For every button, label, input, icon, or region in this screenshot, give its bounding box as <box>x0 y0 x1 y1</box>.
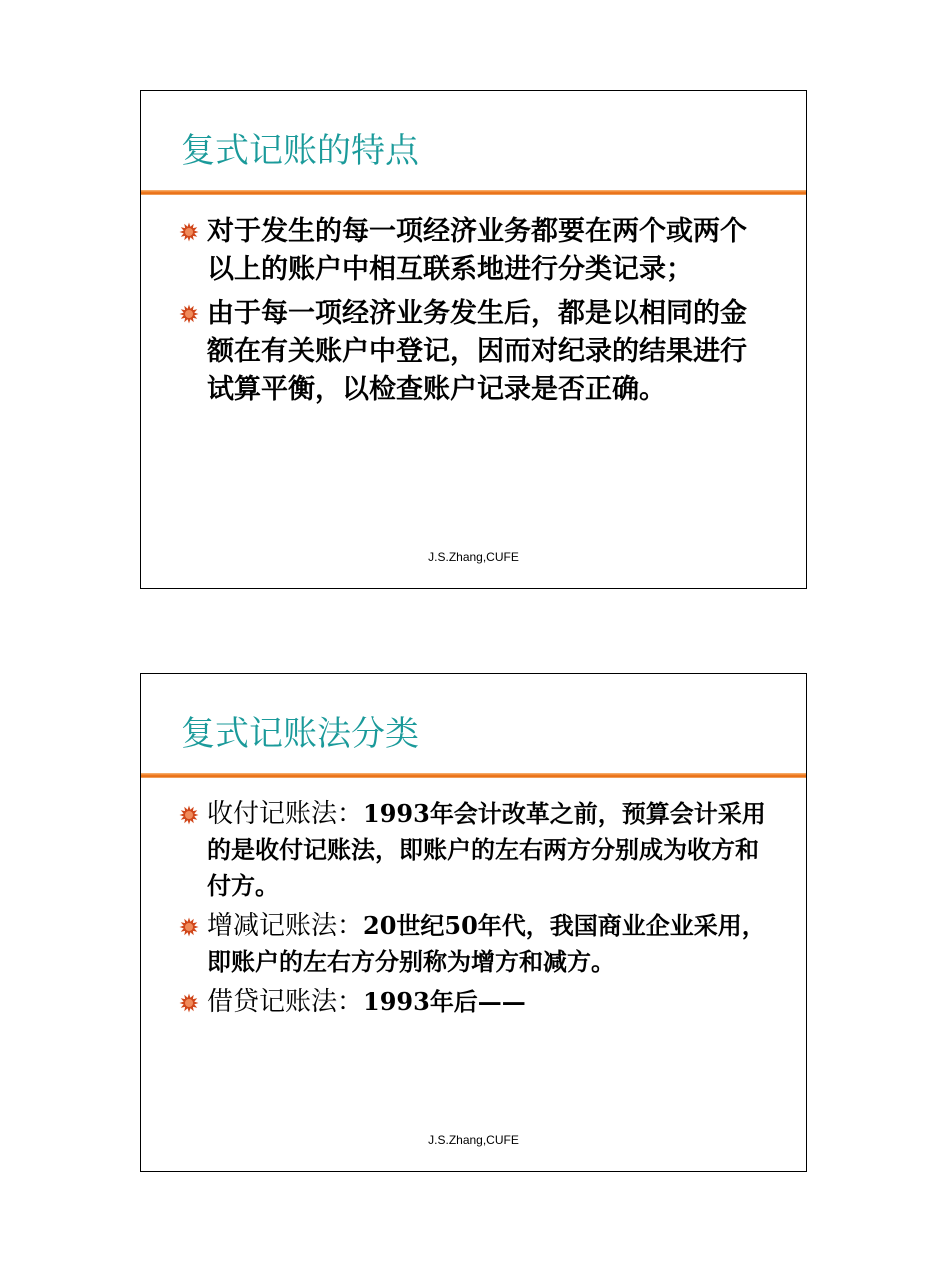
list-item <box>179 908 769 980</box>
bullet-text: 由于每一项经济业务发生后，都是以相同的金额在有关账户中登记，因而对纪录的结果进行试算平衡，以检查账户记录是否正确。 <box>207 298 747 405</box>
starburst-bullet-icon <box>179 304 199 324</box>
list-item <box>179 295 769 409</box>
starburst-bullet-icon <box>179 805 199 825</box>
slide-footer: J.S.Zhang,CUFE <box>428 1133 519 1147</box>
slide-2 <box>140 673 807 1172</box>
slide-1 <box>140 90 807 589</box>
starburst-bullet-icon <box>179 222 199 242</box>
title-divider <box>141 773 806 778</box>
bullet-text: 1993年后—— <box>363 987 526 1016</box>
list-item <box>179 213 769 289</box>
list-item <box>179 984 769 1020</box>
bullet-list <box>179 796 769 1024</box>
list-item <box>179 796 769 904</box>
bullet-lead: 增减记账法： <box>207 911 364 941</box>
slide-title: 复式记账的特点 <box>181 131 419 171</box>
title-divider <box>141 190 806 195</box>
slide-title: 复式记账法分类 <box>181 714 419 754</box>
bullet-text: 20世纪50年代，我国商业企业采用，即账户的左右方分别称为增方和减方。 <box>207 911 766 976</box>
bullet-text: 对于发生的每一项经济业务都要在两个或两个以上的账户中相互联系地进行分类记录； <box>207 216 747 285</box>
bullet-text: 1993年会计改革之前，预算会计采用的是收付记账法，即账户的左右两方分别成为收方和付方。 <box>207 799 766 900</box>
bullet-list <box>179 213 769 415</box>
starburst-bullet-icon <box>179 993 199 1013</box>
bullet-lead: 借贷记账法： <box>207 987 364 1017</box>
slide-footer: J.S.Zhang,CUFE <box>428 550 519 564</box>
bullet-lead: 收付记账法： <box>207 799 364 829</box>
starburst-bullet-icon <box>179 917 199 937</box>
